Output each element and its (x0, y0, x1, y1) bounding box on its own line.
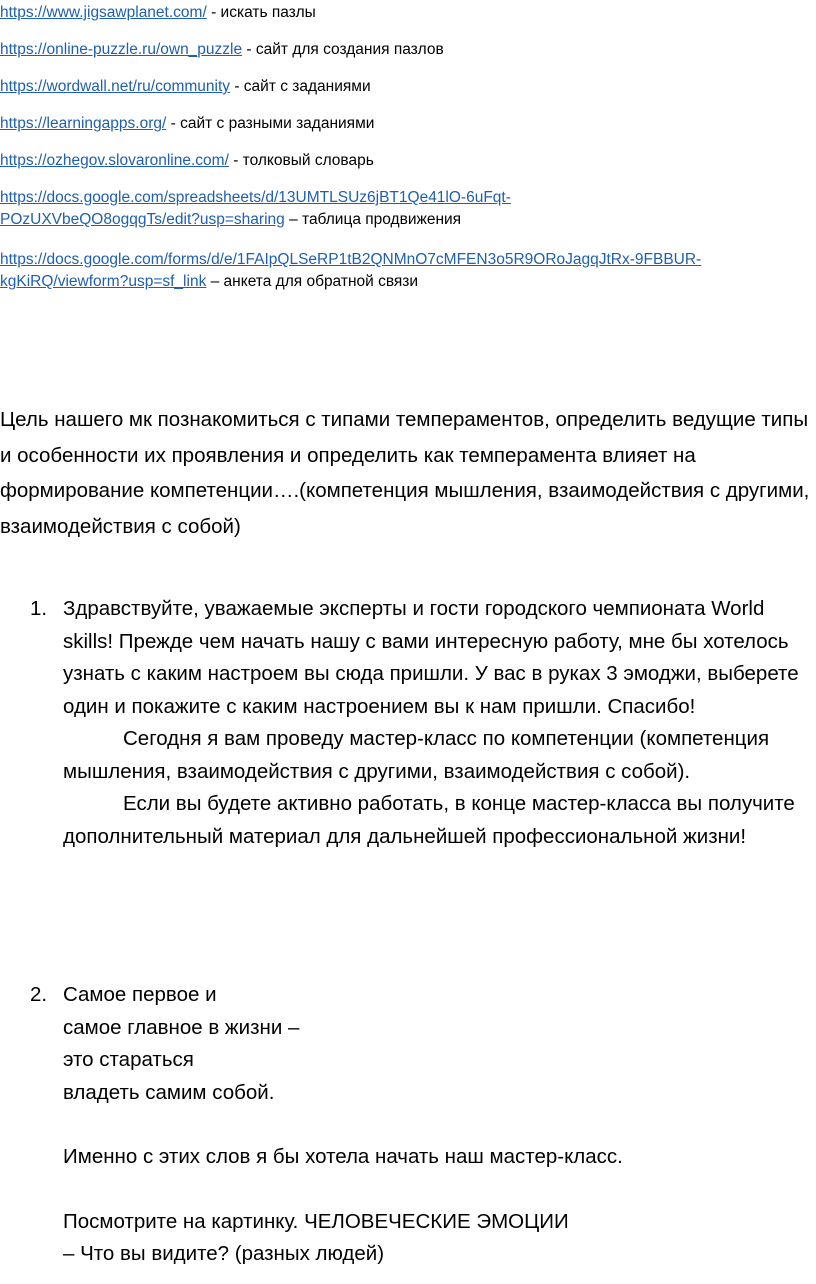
list-item-1 (0, 593, 816, 853)
link-row-wordwall (0, 76, 810, 98)
link-online-puzzle[interactable]: https://online-puzzle.ru/own_puzzle (0, 41, 243, 58)
link-jigsawplanet[interactable]: https://www.jigsawplanet.com/ (0, 4, 207, 21)
link-description: - искать пазлы (206, 4, 316, 21)
link-row-learningapps (0, 113, 810, 135)
picture-line: Посмотрите на картинку. ЧЕЛОВЕЧЕСКИЕ ЭМОЦИИ (63, 1209, 569, 1233)
reward-paragraph: Если вы будете активно работать, в конце мастер-класса вы получите дополнительный материал для дальнейшей профессиональной жизни! (63, 792, 795, 848)
list-number: 1. (30, 597, 48, 620)
link-learningapps[interactable]: https://learningapps.org/ (0, 115, 167, 132)
start-paragraph: Именно с этих слов я бы хотела начать наш мастер-класс. (63, 1145, 623, 1168)
link-google-spreadsheet-cont[interactable]: POzUXVbeQO8ogqgTs/edit?usp=sharing (0, 211, 285, 228)
link-wordwall[interactable]: https://wordwall.net/ru/community (0, 78, 231, 95)
links-list (0, 2, 810, 311)
quote-line: самое главное в жизни – (63, 1015, 300, 1039)
quote-line: Самое первое и (63, 983, 217, 1006)
question-line: – Что вы видите? (разных людей) (63, 1242, 385, 1265)
link-description: - толковый словарь (228, 152, 374, 169)
link-row-google-spreadsheet (0, 187, 810, 231)
list-item-2 (0, 979, 816, 1271)
link-description: - сайт для создания пазлов (242, 41, 444, 58)
link-google-form-cont[interactable]: kgKiRQ/viewform?usp=sf_link (0, 273, 207, 290)
link-ozhegov[interactable]: https://ozhegov.slovaronline.com/ (0, 152, 229, 169)
link-description: – таблица продвижения (284, 211, 462, 228)
link-description: – анкета для обратной связи (206, 273, 419, 290)
masterclass-paragraph: Сегодня я вам проведу мастер-класс по компетенции (компетенция мышления, взаимодействия с другими, взаимодействия с собой). (63, 727, 770, 783)
link-google-spreadsheet[interactable]: https://docs.google.com/spreadsheets/d/13UMTLSUz6jBT1Qe41lO-6uFqt- (0, 189, 511, 206)
intro-paragraph: Цель нашего мк познакомиться с типами темпераментов, определить ведущие типы и особенности их проявления и определить как темперамента влияет на формирование компетенции….(компетенция мышления, взаимодействия с другими, взаимодействия с собой) (0, 408, 810, 538)
quote-line: владеть самим собой. (63, 1080, 275, 1104)
link-description: - сайт с заданиями (230, 78, 371, 95)
link-google-form[interactable]: https://docs.google.com/forms/d/e/1FAIpQLSeRP1tB2QNMnO7cMFEN3o5R9ORoJagqJtRx-9FBBUR- (0, 251, 702, 268)
link-row-online-puzzle (0, 39, 810, 61)
link-row-ozhegov (0, 150, 810, 172)
link-row-jigsawplanet (0, 2, 810, 24)
list-number: 2. (30, 983, 48, 1006)
quote-line: это стараться (63, 1048, 194, 1071)
link-description: - сайт с разными заданиями (166, 115, 375, 132)
link-row-google-form (0, 249, 810, 293)
greeting-paragraph: Здравствуйте, уважаемые эксперты и гости городского чемпионата World skills! Прежде чем начать нашу с вами интересную работу, мне бы хотелось узнать с каким настроем вы сюда пришли. У вас в руках 3 эмоджи, выберете один и покажите с каким настроением вы к нам пришли. Спасибо! (63, 597, 799, 718)
